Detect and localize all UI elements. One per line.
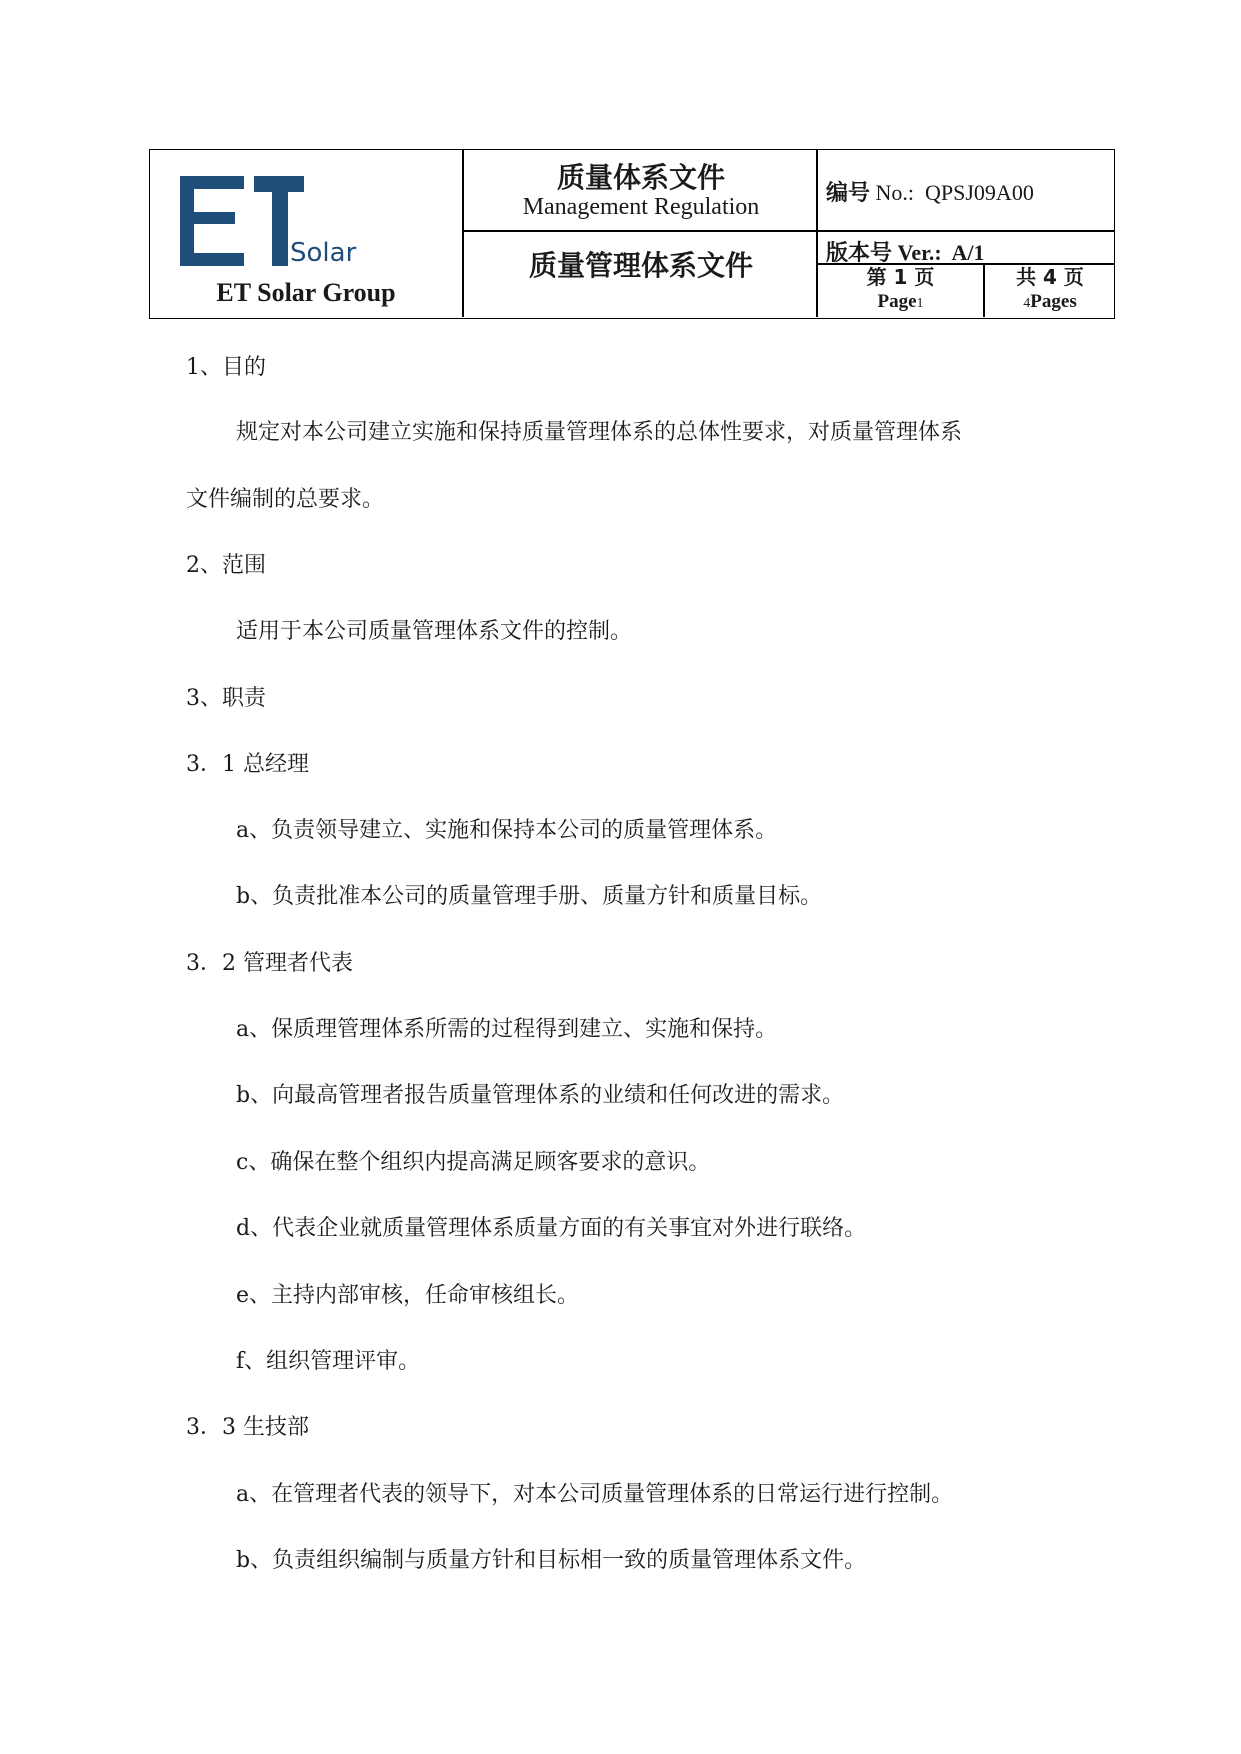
- logo-solar-text: Solar: [290, 238, 357, 268]
- et-solar-logo: [180, 176, 357, 268]
- list-item: d、代表企业就质量管理体系质量方面的有关事宜对外进行联络。: [236, 1216, 867, 1241]
- title-english: Management Regulation: [522, 194, 760, 220]
- list-item: b、向最高管理者报告质量管理体系的业绩和任何改进的需求。: [236, 1083, 845, 1108]
- ver-value: A/1: [951, 240, 985, 265]
- paragraph: 文件编制的总要求。: [186, 487, 385, 512]
- version-number: [826, 236, 985, 267]
- section-heading-responsibilities: 3、职责: [186, 686, 266, 711]
- document-title: 质量管理体系文件: [528, 249, 753, 282]
- list-item: a、在管理者代表的领导下，对本公司质量管理体系的日常运行进行控制。: [236, 1482, 954, 1507]
- subsection-heading: 3．3 生技部: [186, 1415, 309, 1440]
- document-header-table: [149, 149, 1115, 319]
- ver-en: Ver.:: [897, 240, 942, 265]
- section-heading-purpose: 1、目的: [186, 355, 266, 380]
- list-item: c、确保在整个组织内提高满足顾客要求的意识。: [236, 1150, 711, 1175]
- subsection-heading: 3．1 总经理: [186, 752, 309, 777]
- table-divider: [462, 230, 1114, 232]
- document-number: [826, 176, 1034, 207]
- list-item: b、负责批准本公司的质量管理手册、质量方针和质量目标。: [236, 884, 823, 909]
- subsection-heading: 3．2 管理者代表: [186, 951, 353, 976]
- list-item: a、保质理管理体系所需的过程得到建立、实施和保持。: [236, 1017, 778, 1042]
- doc-no-label: 编号: [826, 181, 871, 206]
- list-item: b、负责组织编制与质量方针和目标相一致的质量管理体系文件。: [236, 1548, 867, 1573]
- page-en: Page1: [877, 291, 924, 312]
- section-heading-scope: 2、范围: [186, 553, 266, 578]
- title-chinese: 质量体系文件: [556, 161, 725, 194]
- list-item: e、主持内部审核，任命审核组长。: [236, 1283, 580, 1308]
- paragraph: 适用于本公司质量管理体系文件的控制。: [236, 619, 633, 644]
- total-pages-cell: [985, 264, 1115, 316]
- company-name: ET Solar Group: [216, 278, 396, 307]
- page-zh: 第 1 页: [866, 265, 935, 289]
- ver-label: 版本号: [826, 241, 893, 266]
- total-en: 4Pages: [1023, 291, 1077, 312]
- page-number-cell: [818, 264, 983, 316]
- list-item: a、负责领导建立、实施和保持本公司的质量管理体系。: [236, 818, 778, 843]
- total-zh: 共 4 页: [1016, 265, 1084, 289]
- doc-no-value: QPSJ09A00: [925, 180, 1034, 205]
- doc-no-en: No.:: [875, 180, 915, 205]
- paragraph: 规定对本公司建立实施和保持质量管理体系的总体性要求，对质量管理体系: [236, 420, 963, 445]
- list-item: f、组织管理评审。: [236, 1349, 421, 1374]
